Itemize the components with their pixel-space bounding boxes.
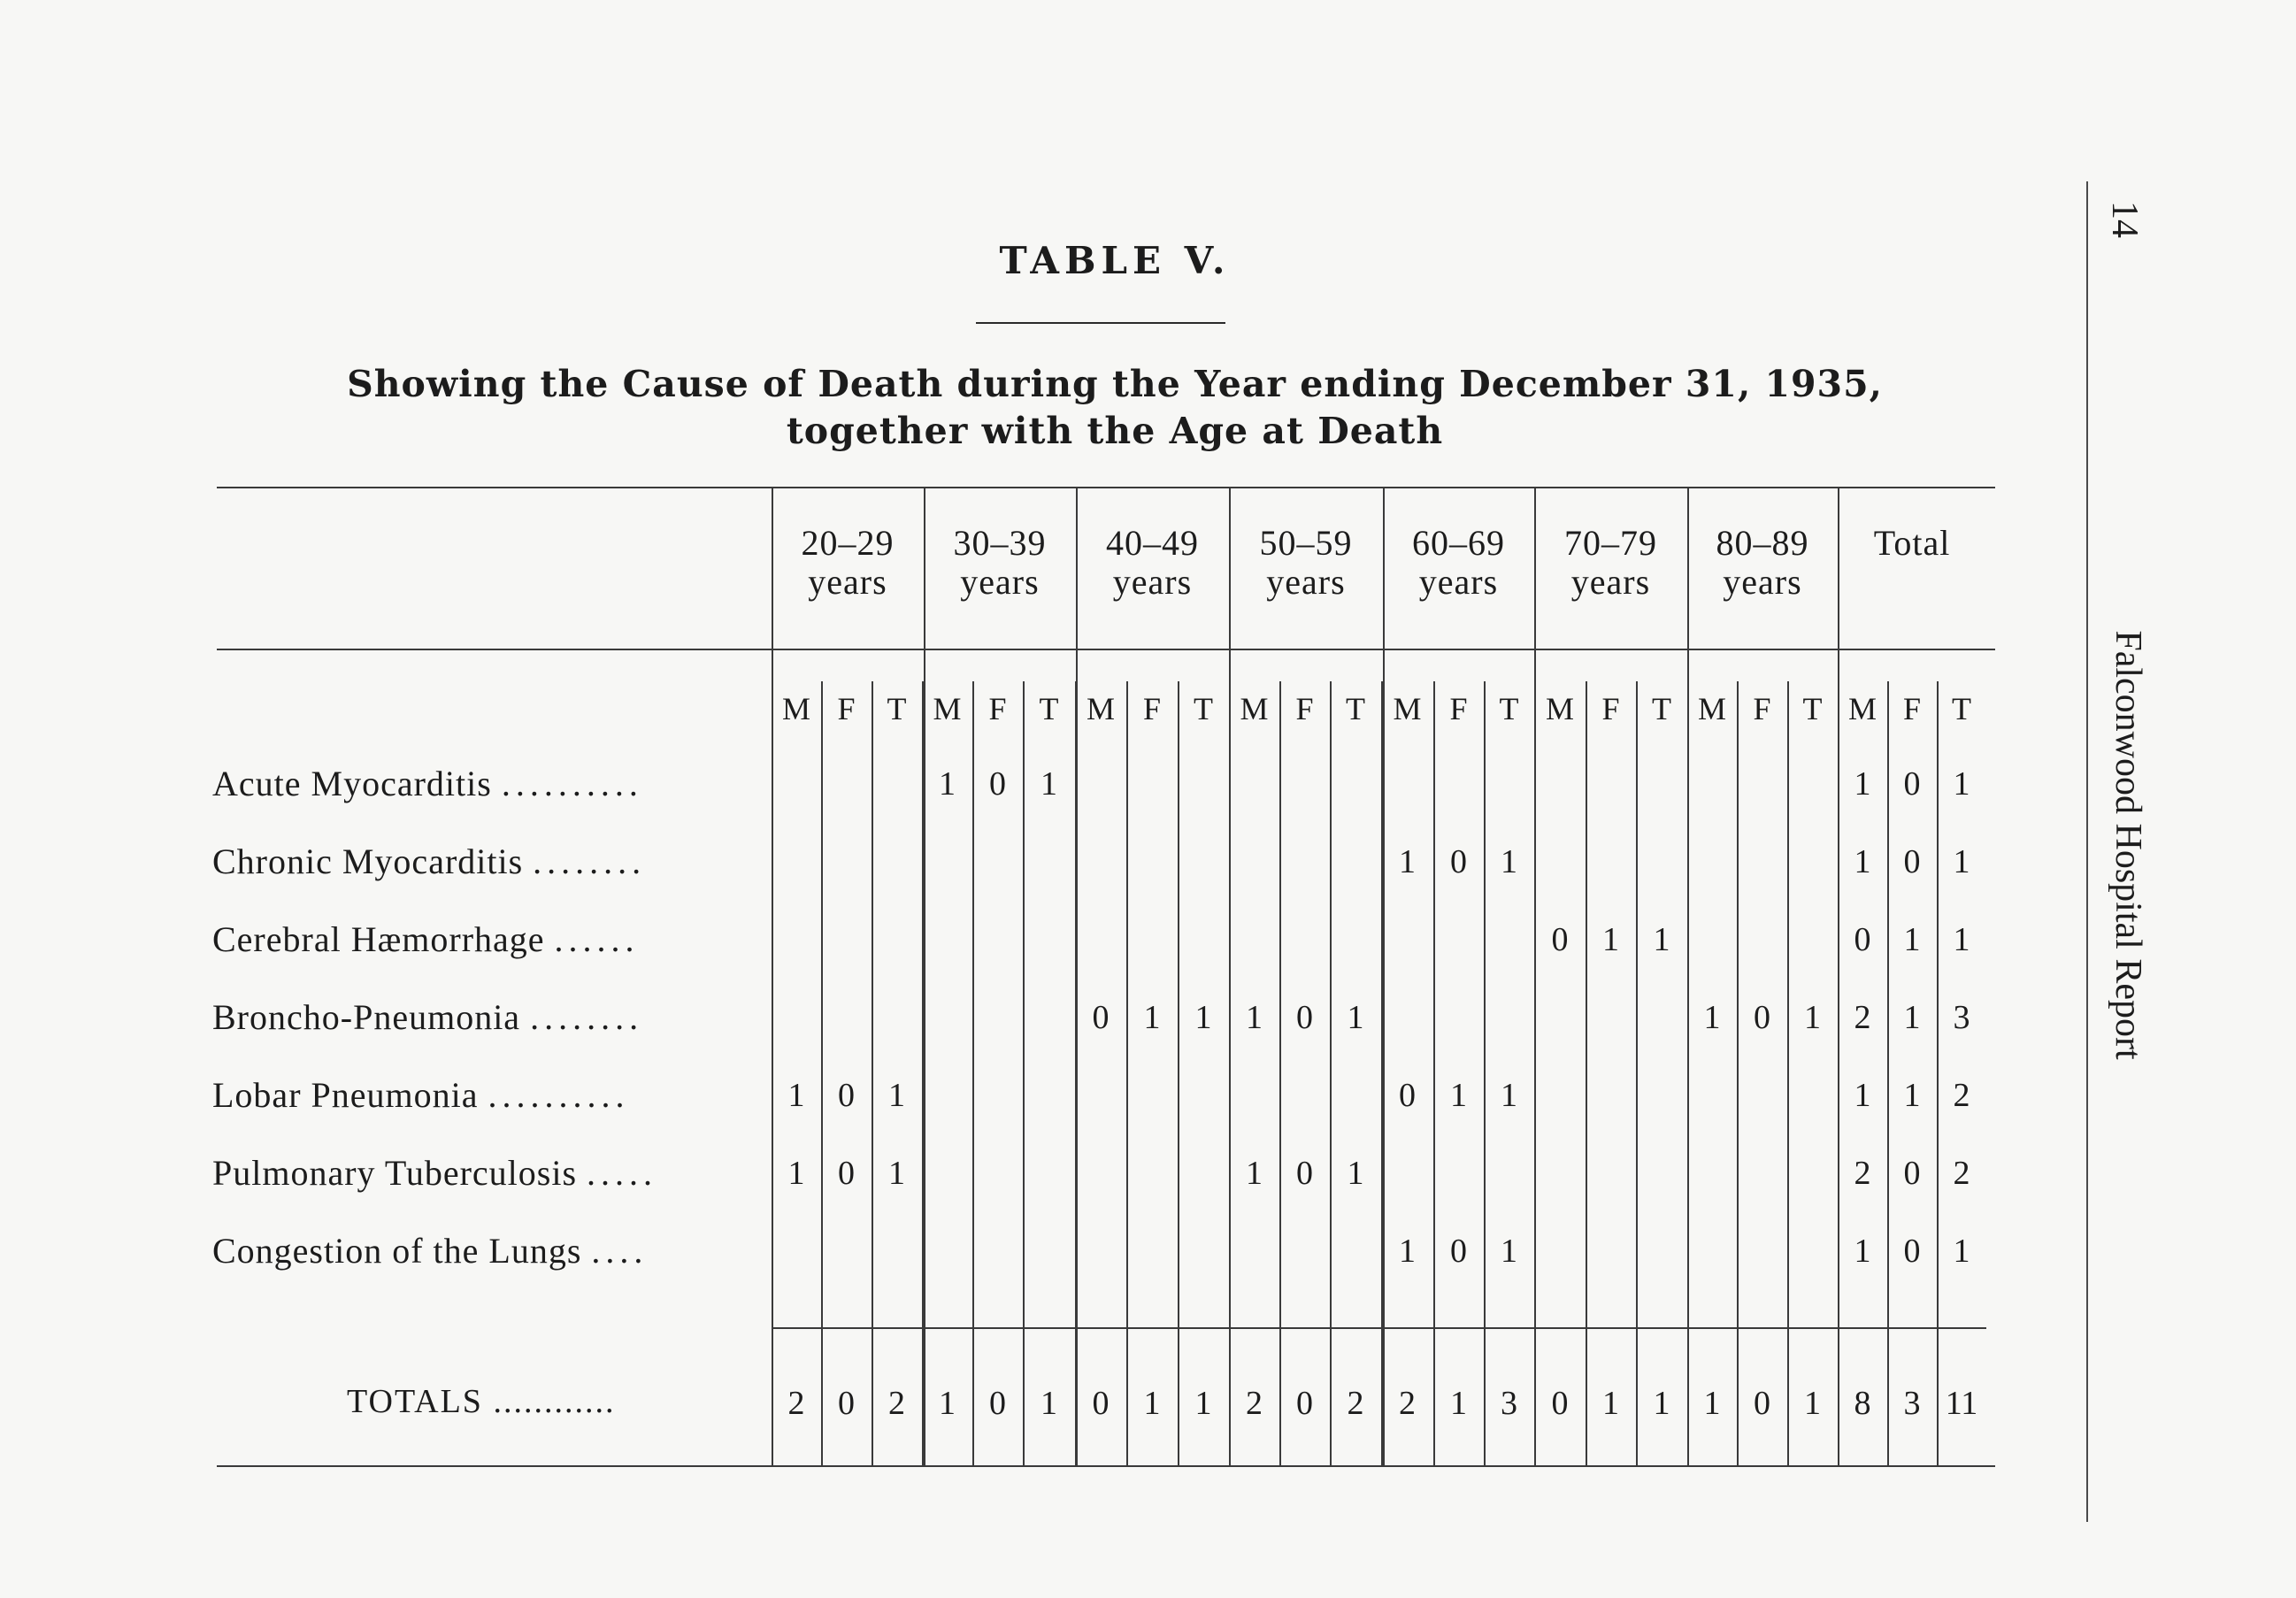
cause-name: Cerebral Hæmorrhage [212, 919, 545, 959]
sub-column-divider [1075, 681, 1077, 1465]
sex-subheader: M [933, 691, 962, 726]
cause-label [212, 996, 761, 1038]
table-bottom-rule [217, 1465, 1995, 1467]
cause-label [212, 1230, 761, 1271]
sex-subheader: T [1652, 691, 1671, 726]
table-cell: 1 [1953, 765, 1970, 803]
cause-label [212, 763, 761, 804]
sex-subheader: F [1142, 691, 1162, 726]
table-cell: 1 [1501, 843, 1517, 880]
title-rule [976, 322, 1225, 324]
table-top-rule [217, 487, 1995, 488]
cause-name: Chronic Myocarditis [212, 841, 524, 881]
group-column-divider [1534, 488, 1536, 1465]
table-cell: 0 [1092, 999, 1110, 1036]
sex-subheader: M [1545, 691, 1574, 726]
group-column-divider [924, 488, 925, 1465]
table-cell: 1 [1399, 843, 1416, 880]
age-group-header [1076, 524, 1229, 602]
age-group-header [1383, 524, 1534, 602]
sub-column-divider [1586, 681, 1587, 1465]
table-cell: 0 [989, 765, 1006, 803]
table-cell: 0 [838, 1155, 855, 1192]
table-cell: 1 [787, 1077, 805, 1114]
table-subtitle-line2: together with the Age at Death [786, 410, 1444, 452]
sex-subheader: M [1240, 691, 1269, 726]
sex-subheader: T [1194, 691, 1213, 726]
totals-cell: 2 [1246, 1385, 1263, 1422]
totals-cell: 1 [1143, 1385, 1161, 1422]
totals-cell: 0 [989, 1385, 1006, 1422]
header-divider-rule [217, 649, 1995, 650]
totals-cell: 0 [838, 1385, 855, 1422]
table-subtitle-line1: Showing the Cause of Death during the Year ending December 31, 1935, [347, 363, 1883, 405]
running-head: Falconwood Hospital Report [2108, 630, 2148, 1060]
sex-subheader: F [988, 691, 1007, 726]
group-column-divider [1838, 488, 1839, 1465]
sex-subheader: M [1393, 691, 1422, 726]
totals-cell: 1 [1602, 1385, 1619, 1422]
sex-subheader: T [1952, 691, 1971, 726]
totals-cell: 1 [1804, 1385, 1821, 1422]
cause-label [212, 918, 761, 960]
age-group-range: 20–29 [801, 523, 895, 563]
table-cell: 1 [1246, 999, 1263, 1036]
table-cell: 1 [1501, 1233, 1517, 1270]
sub-column-divider [1636, 681, 1638, 1465]
table-cell: 0 [1399, 1077, 1416, 1114]
table-cell: 0 [1903, 765, 1921, 803]
age-group-header [772, 524, 924, 602]
leader-dots: .......... [501, 764, 643, 803]
cause-label [212, 1152, 761, 1194]
sex-subheader: T [887, 691, 907, 726]
table-cell: 1 [1854, 843, 1871, 880]
sex-subheader: M [1086, 691, 1115, 726]
age-group-header [1838, 524, 1986, 563]
sub-column-divider [1279, 681, 1281, 1465]
table-cell: 1 [1953, 1233, 1970, 1270]
table-cell: 0 [1551, 921, 1569, 958]
sex-subheader: F [1902, 691, 1922, 726]
leader-dots: .... [591, 1231, 649, 1271]
age-group-header [1229, 524, 1383, 602]
table-cell: 1 [1903, 1077, 1921, 1114]
age-group-range: 80–89 [1716, 523, 1809, 563]
page-number: 14 [2104, 201, 2145, 238]
age-group-unit: years [1723, 562, 1802, 602]
age-group-range: Total [1873, 523, 1951, 563]
totals-cell: 1 [1194, 1385, 1212, 1422]
group-column-divider [1383, 488, 1385, 1465]
sub-column-divider [1381, 681, 1383, 1465]
totals-cell: 0 [1551, 1385, 1569, 1422]
table-cell: 1 [1703, 999, 1721, 1036]
totals-cell: 2 [1347, 1385, 1364, 1422]
age-group-header [924, 524, 1076, 602]
table-cell: 2 [1854, 1155, 1871, 1192]
sub-column-divider [1178, 681, 1179, 1465]
sex-subheader: F [1753, 691, 1771, 726]
age-group-unit: years [1570, 562, 1651, 602]
age-group-range: 60–69 [1412, 523, 1505, 563]
leader-dots: ..... [587, 1153, 658, 1193]
leader-dots: ...... [554, 919, 640, 959]
cause-name: Congestion of the Lungs [212, 1231, 582, 1271]
totals-cell: 2 [787, 1385, 805, 1422]
sub-column-divider [1787, 681, 1789, 1465]
table-cell: 0 [1296, 999, 1313, 1036]
table-cell: 1 [1143, 999, 1161, 1036]
sub-column-divider [1330, 681, 1332, 1465]
sex-subheader: F [837, 691, 856, 726]
sex-subheader: F [1601, 691, 1620, 726]
table-cell: 0 [1903, 1155, 1921, 1192]
table-cell: 0 [1296, 1155, 1313, 1192]
totals-label-text: TOTALS [347, 1383, 483, 1420]
group-column-divider [772, 488, 773, 1465]
sub-column-divider [821, 681, 823, 1465]
sex-subheader: M [1847, 691, 1877, 726]
table-cell: 1 [1854, 1233, 1871, 1270]
age-group-unit: years [1418, 562, 1499, 602]
table-cell: 1 [1040, 765, 1057, 803]
age-group-unit: years [808, 562, 887, 602]
totals-cell: 8 [1854, 1385, 1871, 1422]
table-cell: 0 [1903, 1233, 1921, 1270]
table-cell: 1 [1903, 999, 1921, 1036]
totals-cell: 1 [1703, 1385, 1721, 1422]
table-cell: 1 [1347, 1155, 1364, 1192]
leader-dots: .......... [488, 1075, 630, 1115]
sex-subheader: M [1697, 691, 1726, 726]
totals-cell: 0 [1754, 1385, 1770, 1422]
sub-column-divider [1737, 681, 1739, 1465]
sex-subheader: F [1295, 691, 1314, 726]
age-group-header [1534, 524, 1687, 602]
table-cell: 1 [1246, 1155, 1263, 1192]
sex-subheader: T [1802, 691, 1823, 726]
table-cell: 1 [1854, 765, 1871, 803]
totals-leader-dots: ............ [493, 1383, 616, 1420]
table-title: TABLE V. [999, 239, 1231, 282]
sex-subheader: F [1449, 691, 1468, 726]
cause-label [212, 841, 761, 882]
sub-column-divider [1126, 681, 1128, 1465]
table-cell: 1 [1450, 1077, 1467, 1114]
totals-cell: 1 [1653, 1385, 1670, 1422]
cause-name: Lobar Pneumonia [212, 1075, 479, 1115]
sex-subheader: M [781, 691, 810, 726]
sex-subheader: T [1499, 691, 1519, 726]
table-cell: 1 [1854, 1077, 1871, 1114]
age-group-range: 40–49 [1106, 523, 1199, 563]
table-cell: 1 [1501, 1077, 1517, 1114]
table-cell: 3 [1953, 999, 1970, 1036]
leader-dots: ........ [533, 841, 647, 881]
table-cell: 1 [888, 1077, 905, 1114]
table-cell: 1 [1903, 921, 1921, 958]
table-cell: 1 [1953, 921, 1970, 958]
table-cell: 0 [1450, 843, 1467, 880]
totals-cell: 1 [1040, 1385, 1057, 1422]
table-cell: 0 [838, 1077, 855, 1114]
age-group-range: 30–39 [953, 523, 1047, 563]
table-cell: 0 [1754, 999, 1770, 1036]
table-cell: 1 [1399, 1233, 1416, 1270]
totals-label [347, 1382, 763, 1421]
totals-cell: 2 [1399, 1385, 1416, 1422]
sub-column-divider [1484, 681, 1486, 1465]
sub-column-divider [1433, 681, 1435, 1465]
age-group-range: 70–79 [1564, 523, 1657, 563]
table-cell: 1 [787, 1155, 805, 1192]
age-group-unit: years [1266, 562, 1346, 602]
cause-name: Acute Myocarditis [212, 764, 492, 803]
cause-name: Broncho-Pneumonia [212, 997, 521, 1037]
table-cell: 0 [1450, 1233, 1467, 1270]
table-cell: 0 [1854, 921, 1871, 958]
group-column-divider [1229, 488, 1231, 1465]
age-group-range: 50–59 [1259, 523, 1353, 563]
table-cell: 1 [1194, 999, 1212, 1036]
cause-name: Pulmonary Tuberculosis [212, 1153, 578, 1193]
totals-cell: 11 [1945, 1385, 1978, 1422]
sex-subheader: T [1039, 691, 1059, 726]
cause-label [212, 1074, 761, 1116]
totals-cell: 0 [1296, 1385, 1313, 1422]
totals-cell: 2 [888, 1385, 905, 1422]
age-group-header [1687, 524, 1838, 602]
table-cell: 2 [1953, 1155, 1970, 1192]
table-cell: 1 [1602, 921, 1619, 958]
age-group-unit: years [1112, 562, 1193, 602]
sex-subheader: T [1346, 691, 1365, 726]
table-cell: 2 [1953, 1077, 1970, 1114]
table-cell: 1 [1953, 843, 1970, 880]
table-cell: 1 [939, 765, 956, 803]
table-cell: 1 [1653, 921, 1670, 958]
sub-column-divider [872, 681, 873, 1465]
totals-divider-rule [772, 1327, 1986, 1329]
totals-cell: 1 [1450, 1385, 1467, 1422]
leader-dots: ........ [530, 997, 644, 1037]
table-cell: 2 [1854, 999, 1871, 1036]
group-column-divider [1687, 488, 1689, 1465]
totals-cell: 3 [1903, 1385, 1921, 1422]
totals-cell: 3 [1501, 1385, 1517, 1422]
table-cell: 1 [1347, 999, 1364, 1036]
age-group-unit: years [960, 562, 1040, 602]
table-cell: 1 [888, 1155, 905, 1192]
table-cell: 0 [1903, 843, 1921, 880]
totals-cell: 0 [1092, 1385, 1110, 1422]
table-cell: 1 [1804, 999, 1821, 1036]
totals-cell: 1 [939, 1385, 956, 1422]
